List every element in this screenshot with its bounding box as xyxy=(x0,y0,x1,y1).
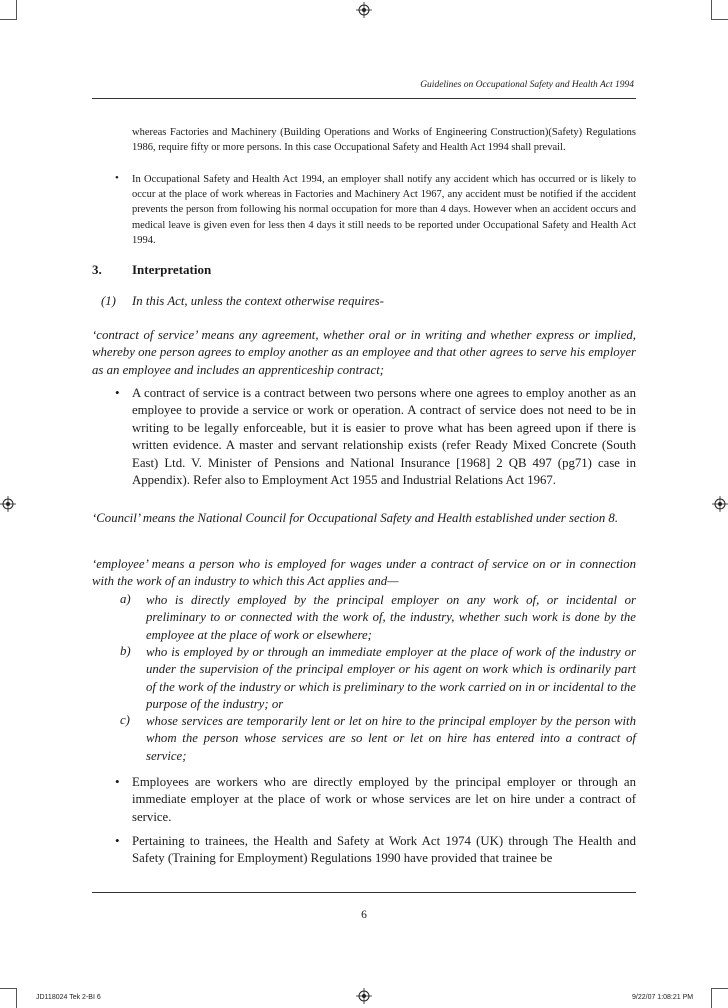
crop-mark xyxy=(0,988,16,989)
registration-mark-icon xyxy=(0,496,16,512)
print-slug-right: 9/22/07 1:08:21 PM xyxy=(632,994,694,1001)
employee-item-label: b) xyxy=(120,644,131,658)
registration-mark-icon xyxy=(712,496,728,512)
bullet-icon: • xyxy=(115,172,119,184)
crop-mark xyxy=(16,988,17,1008)
registration-mark-icon xyxy=(356,2,372,18)
print-slug-left: JD118024 Tek 2-BI 6 xyxy=(36,994,101,1001)
crop-mark xyxy=(16,0,17,20)
crop-mark xyxy=(711,988,712,1008)
employee-item-text: whose services are temporarily lent or let on hire to the principal employer by the person with whom the person whose services are so lent or let on hire has entered into a contract of service; xyxy=(146,714,636,763)
subsection-label: (1) xyxy=(101,294,116,308)
registration-mark-icon xyxy=(356,988,372,1004)
employee-item-text: who is employed by or through an immediate employer at the place of work of the industry or under the supervision of the principal employer or his agent on work which is ordinarily part of the work of the industry or which is preliminary to the work carried on in or incidental to the purpose of the industry; or xyxy=(146,645,636,712)
intro-continuation: whereas Factories and Machinery (Building Operations and Works of Engineering Construction)(Safety) Regulations 1986, require fifty or more persons. In this case Occupational Safety and Health Act 1994 shall prevail. xyxy=(132,127,636,154)
crop-mark xyxy=(712,988,728,989)
header-rule xyxy=(92,98,636,99)
contract-definition: ‘contract of service’ means any agreement, whether oral or in writing and whether express or implied, whereby one person agrees to employ another as an employee and that other agrees to serve his employer as an employee and includes an apprenticeship contract; xyxy=(92,328,636,377)
running-header: Guidelines on Occupational Safety and Health Act 1994 xyxy=(420,80,634,90)
bullet-icon: • xyxy=(115,774,120,789)
bullet-icon: • xyxy=(115,385,120,400)
employees-bullet-text: Employees are workers who are directly employed by the principal employer or through an immediate employer at the place of work or whose services are let on hire under a contract of service. xyxy=(132,775,636,824)
notify-bullet-text: In Occupational Safety and Health Act 1994, an employer shall notify any accident which has occurred or is likely to occur at the place of work whereas in Factories and Machinery Act 1967, any accident must be notified if the accident prevents the person from following his normal occupation for more than 4 days. However when an accident occurs and medical leave is given even for less then 4 days it still needs to be reported under Occupational Safety and Health Act 1994. xyxy=(132,174,636,246)
employee-item-label: c) xyxy=(120,713,130,727)
footer-rule xyxy=(92,892,636,893)
section-title: Interpretation xyxy=(132,262,212,277)
employee-definition: ‘employee’ means a person who is employed for wages under a contract of service on or in connection with the work of an industry to which this Act applies and— xyxy=(92,557,636,589)
employee-item-label: a) xyxy=(120,592,131,606)
crop-mark xyxy=(711,0,712,20)
crop-mark xyxy=(712,19,728,20)
section-number: 3. xyxy=(92,262,102,277)
page-number: 6 xyxy=(361,909,367,921)
council-definition: ‘Council’ means the National Council for Occupational Safety and Health established under section 8. xyxy=(92,511,619,525)
bullet-icon: • xyxy=(115,833,120,848)
employee-item-text: who is directly employed by the principal employer on any work of, or incidental or preliminary to or connected with the work of, the industry, whether such work is done by the employee at the place of work or elsewhere; xyxy=(146,593,636,642)
trainees-bullet-text: Pertaining to trainees, the Health and Safety at Work Act 1974 (UK) through The Health and Safety (Training for Employment) Regulations 1990 have provided that trainee be xyxy=(132,834,636,866)
subsection-text: In this Act, unless the context otherwise requires- xyxy=(132,294,384,308)
contract-bullet-text: A contract of service is a contract between two persons where one agrees to employ another as an employee to provide a service or work or operation. A contract of service does not need to be in writing to be legally enforceable, but it is easier to prove what has been agreed upon if there is written evidence. A master and servant relationship exists (refer Ready Mixed Concrete (South East) Ltd. V. Minister of Pensions and National Insurance [1968] 2 QB 497 (pg71) case in Appendix). Refer also to Employment Act 1955 and Industrial Relations Act 1967. xyxy=(132,386,636,488)
crop-mark xyxy=(0,19,16,20)
